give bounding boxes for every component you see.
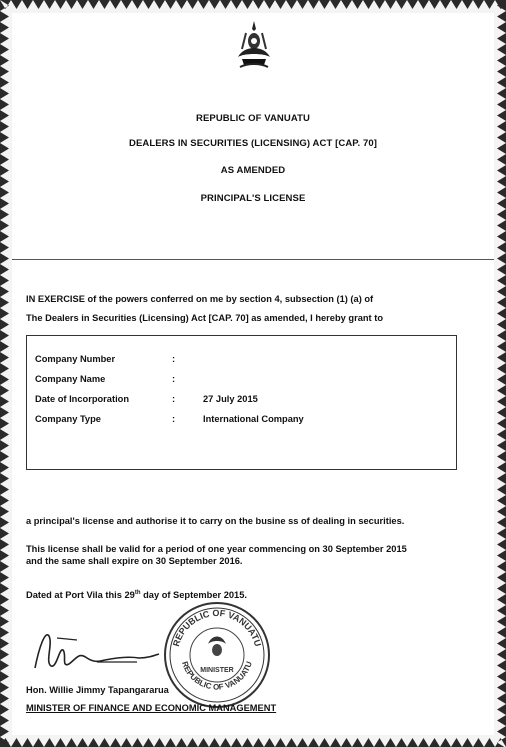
- row-value: International Company: [203, 414, 304, 424]
- row-colon: :: [172, 374, 176, 384]
- signature-icon: [27, 618, 177, 678]
- grant-text: a principal's license and authorise it to carry on the busine ss of dealing in securities.: [26, 516, 405, 526]
- signatory-title: MINISTER OF FINANCE AND ECONOMIC MANAGEMENT: [26, 703, 277, 713]
- row-label: Company Type: [35, 414, 101, 424]
- signatory-name: Hon. Willie Jimmy Tapangararua: [26, 685, 169, 695]
- dated-post: day of September 2015.: [140, 590, 247, 601]
- amended-heading: AS AMENDED: [220, 165, 286, 176]
- seal-text-bottom: REPUBLIC OF VANUATU: [180, 660, 254, 692]
- seal-text-top: REPUBLIC OF VANUATU: [171, 607, 263, 648]
- coat-of-arms-icon: [234, 19, 274, 73]
- act-heading: DEALERS IN SECURITIES (LICENSING) ACT [CAP. 70]: [128, 138, 378, 149]
- row-label: Date of Incorporation: [35, 394, 130, 404]
- official-seal-icon: [160, 598, 275, 713]
- row-label: Company Name: [35, 374, 106, 384]
- row-label: Company Number: [35, 354, 116, 364]
- intro-line-1: IN EXERCISE of the powers conferred on me by section 4, subsection (1) (a) of: [26, 294, 374, 304]
- dated-ordinal: th: [134, 590, 141, 596]
- validity-line-2: and the same shall expire on 30 September 2016.: [26, 556, 243, 566]
- svg-text:REPUBLIC OF VANUATU: [180, 660, 254, 692]
- seal-text-mid: MINISTER: [200, 667, 234, 674]
- divider-line: [12, 259, 494, 260]
- row-colon: :: [172, 354, 176, 364]
- republic-heading: REPUBLIC OF VANUATU: [196, 113, 310, 124]
- license-page: [12, 13, 494, 735]
- intro-line-2: The Dealers in Securities (Licensing) Act [CAP. 70] as amended, I hereby grant to: [26, 313, 383, 323]
- company-details-box: [26, 335, 457, 470]
- validity-line-1: This license shall be valid for a period of one year commencing on 30 September 2015: [26, 544, 407, 554]
- license-title: PRINCIPAL'S LICENSE: [200, 193, 306, 204]
- dated-pre: Dated at Port Vila this 29: [26, 590, 135, 601]
- row-colon: :: [172, 394, 176, 404]
- row-colon: :: [172, 414, 176, 424]
- row-value: 27 July 2015: [203, 394, 258, 404]
